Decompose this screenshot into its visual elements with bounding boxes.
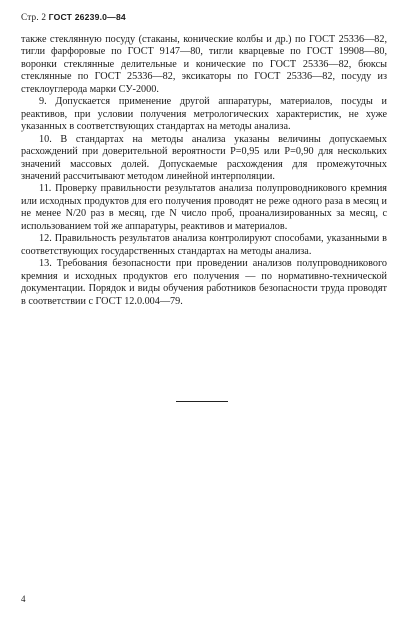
page-label: Стр.	[21, 12, 39, 22]
paragraph-continuation: также стеклянную посуду (стаканы, конические колбы и др.) по ГОСТ 25336—82, тигли фарфоровые по ГОСТ 9147—80, тигли кварцевые по ГОСТ 19908—80, воронки стеклянные делительные и конические по ГОСТ 25336—82, бюксы стеклянные по ГОСТ 25336—82, эксикаторы по ГОСТ 25336—82, посуду из стеклоуглерода марки СУ-2000.	[21, 34, 387, 95]
header-page-number: 2	[41, 12, 47, 22]
paragraph-9: 9. Допускается применение другой аппаратуры, материалов, посуды и реактивов, при условии получения метрологических характеристик, не хуже указанных в соответствующих стандартах на методы анализа.	[21, 96, 387, 133]
standard-designation: ГОСТ 26239.0—84	[48, 12, 126, 22]
document-body	[21, 34, 387, 308]
page-header	[21, 12, 126, 22]
footer-page-number: 4	[21, 594, 26, 604]
paragraph-11: 11. Проверку правильности результатов анализа полупроводникового кремния или исходных продуктов для его получения проводят не реже одного раза в месяц и не менее N/20 раз в месяц, где N число проб, проанализированных за месяц, с использованием той же аппаратуры, реактивов и материалов.	[21, 183, 387, 232]
paragraph-10: 10. В стандартах на методы анализа указаны величины допускаемых расхождений при доверительной вероятности P=0,95 или P=0,90 для нескольких значений массовых долей. Допускаемые расхождения для промежуточных значений рассчитывают методом линейной интерполяции.	[21, 133, 387, 182]
paragraph-13: 13. Требования безопасности при проведении анализов полупроводникового кремния и исходных продуктов его получения — по нормативно-технической документации. Порядок и виды обучения работников безопасности труда проводят в соответствии с ГОСТ 12.0.004—79.	[21, 258, 387, 307]
end-divider	[176, 401, 228, 402]
paragraph-12: 12. Правильность результатов анализа контролируют способами, указанными в соответствующих государственных стандартах на методы анализа.	[21, 233, 387, 257]
